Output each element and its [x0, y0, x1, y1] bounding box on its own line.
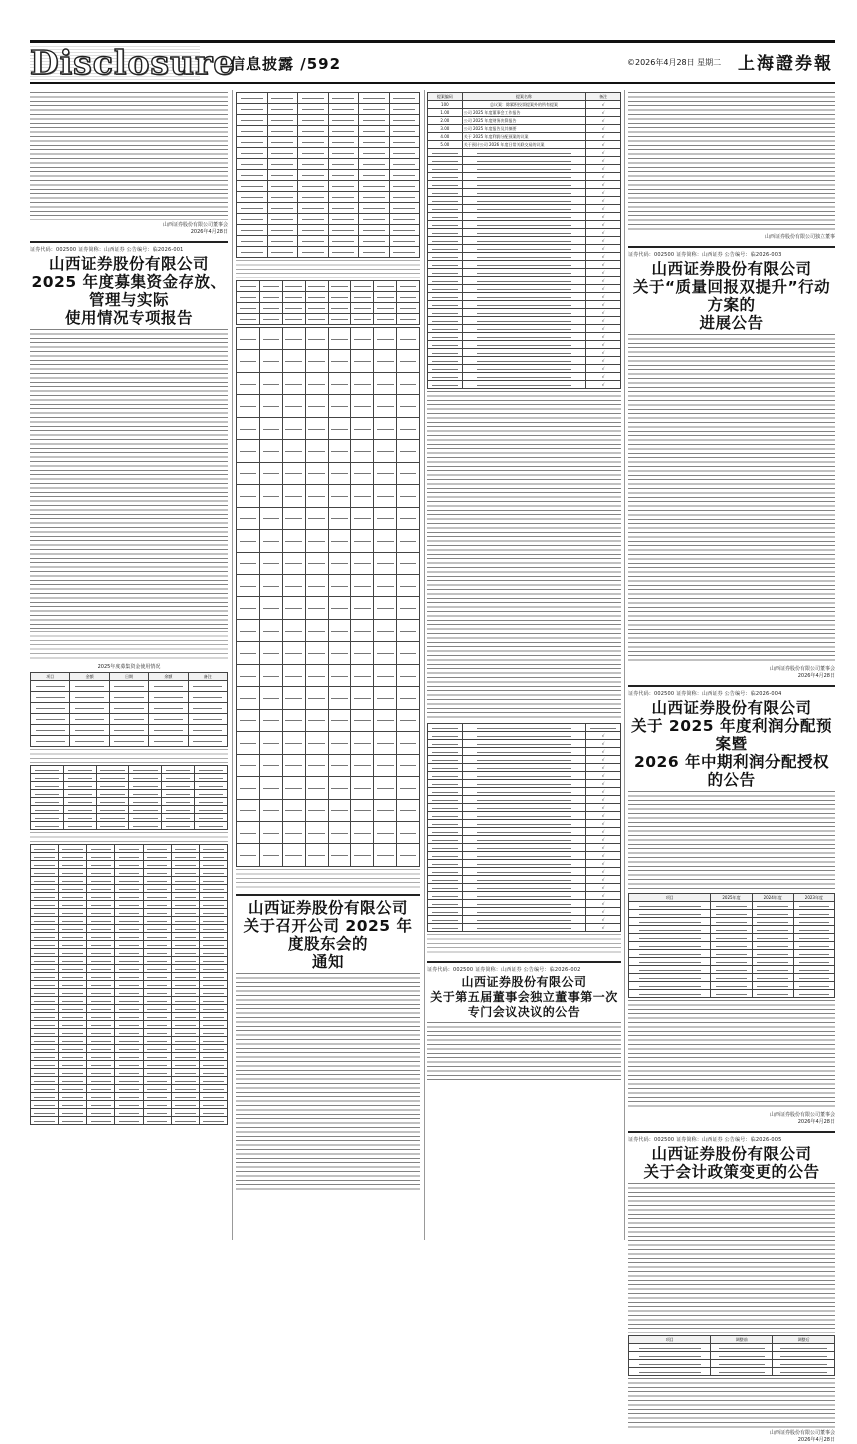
table-row: [31, 1061, 228, 1069]
table-row: √: [428, 892, 621, 900]
table-row: [31, 703, 228, 714]
table-row: [31, 861, 228, 869]
table-row: √: [428, 860, 621, 868]
table-row: [237, 395, 420, 417]
table-row: √: [428, 876, 621, 884]
body-text: [427, 1022, 621, 1082]
table-row: √: [428, 796, 621, 804]
table-row: [31, 681, 228, 692]
project-table: [30, 844, 228, 1125]
column-divider: [232, 90, 233, 1240]
body-text: [628, 1183, 835, 1333]
signature: 山西证券股份有限公司董事会 2026年4月28日: [769, 1112, 835, 1125]
table-row: √: [428, 764, 621, 772]
table-row: √: [428, 245, 621, 253]
table-row: [31, 725, 228, 736]
table-row: [629, 966, 835, 974]
table-row: [31, 869, 228, 877]
signature: 山西证券股份有限公司董事会 2026年4月28日: [162, 222, 228, 235]
table-row: [237, 507, 420, 529]
table-row: √: [428, 205, 621, 213]
table-row: [237, 485, 420, 507]
notice-headline: 山西证券股份有限公司 关于第五届董事会独立董事第一次 专门会议决议的公告: [430, 975, 618, 1019]
table-row: [31, 814, 228, 822]
body-text: [30, 749, 228, 763]
body-text: [30, 329, 228, 629]
notice-strap: 证券代码：002500 证券简称：山西证券 公告编号：临2026-002: [427, 967, 581, 973]
body-text: [30, 631, 228, 661]
table-row: [31, 949, 228, 957]
table-row: √: [428, 285, 621, 293]
proxy-proposal-table: [427, 92, 621, 389]
table-row: √: [428, 173, 621, 181]
table-row: [629, 1352, 835, 1360]
table-row: [237, 462, 420, 484]
notice-headline: 山西证券股份有限公司 关于会计政策变更的公告: [643, 1145, 820, 1181]
table-row: [31, 736, 228, 747]
table-row: [629, 902, 835, 910]
column-3: [427, 90, 621, 1240]
table-row: [237, 642, 420, 664]
table-row: [31, 917, 228, 925]
table-row: [31, 1029, 228, 1037]
table-row: [31, 1085, 228, 1093]
table-row: [237, 303, 420, 314]
table-row: [237, 844, 420, 867]
table-row: √: [428, 924, 621, 932]
column-4: [628, 90, 835, 1443]
table-row: √: [428, 780, 621, 788]
notice-separator: [236, 894, 420, 896]
table-row: [629, 926, 835, 934]
table-row: [31, 1109, 228, 1117]
table-row: 项目 金额 日期 余额 备注: [31, 673, 228, 681]
table-row: [237, 214, 420, 225]
table-row: [237, 292, 420, 303]
body-text: [236, 973, 420, 1193]
table-row: √: [428, 381, 621, 389]
table-row: 项目 2025年度 2024年度 2023年度: [629, 894, 835, 902]
body-text: [30, 832, 228, 842]
table-row: √: [428, 189, 621, 197]
table-row: 3.00 公司 2025 年度报告及其摘要 √: [428, 125, 621, 133]
table-row: [31, 1101, 228, 1109]
table-row: √: [428, 844, 621, 852]
notice-strap: 证券代码：002500 证券简称：山西证券 公告编号：临2026-004: [628, 691, 782, 697]
table-row: [629, 918, 835, 926]
table-row: √: [428, 365, 621, 373]
brand-logo: Disclosure: [30, 43, 236, 82]
table-row: [31, 822, 228, 830]
table-row: [237, 777, 420, 799]
table-row: [31, 766, 228, 774]
table-row: √: [428, 756, 621, 764]
table-row: 提案编码 提案名称 备注: [428, 93, 621, 101]
table-row: [629, 1368, 835, 1376]
table-row: √: [428, 836, 621, 844]
table-row: √: [428, 229, 621, 237]
table-row: [31, 1005, 228, 1013]
table-row: [629, 974, 835, 982]
table-row: √: [428, 325, 621, 333]
table-row: [31, 957, 228, 965]
table-row: √: [428, 740, 621, 748]
table-row: [629, 1360, 835, 1368]
table-row: [31, 1069, 228, 1077]
signature: 山西证券股份有限公司独立董事: [764, 234, 835, 240]
body-text: [236, 260, 420, 278]
notice-separator: [628, 685, 835, 687]
table-row: [237, 372, 420, 394]
table-row: √: [428, 788, 621, 796]
table-row: [31, 893, 228, 901]
notice-separator: [628, 246, 835, 248]
table-row: √: [428, 317, 621, 325]
table-row: √: [428, 181, 621, 189]
table-row: [237, 732, 420, 754]
table-row: [31, 790, 228, 798]
table-row: [31, 1053, 228, 1061]
table-row: 4.00 关于 2025 年度利润分配预案的议案 √: [428, 133, 621, 141]
table-row: √: [428, 868, 621, 876]
table-row: 2.00 公司 2025 年度财务决算报告 √: [428, 117, 621, 125]
fund-flow-table: [30, 672, 228, 747]
table-row: [31, 853, 228, 861]
table-row: √: [428, 309, 621, 317]
notice-separator: [628, 1131, 835, 1133]
table-row: [31, 1045, 228, 1053]
table-row: [629, 934, 835, 942]
table-row: [31, 782, 228, 790]
table-row: √: [428, 357, 621, 365]
table-row: [237, 350, 420, 372]
table-row: √: [428, 732, 621, 740]
notice-separator: [427, 961, 621, 963]
table-row: [237, 530, 420, 552]
table-row: [31, 901, 228, 909]
table-row: √: [428, 221, 621, 229]
table-row: [237, 104, 420, 115]
body-text: [427, 934, 621, 956]
table-row: √: [428, 341, 621, 349]
table-row: [237, 203, 420, 214]
table-row: [31, 973, 228, 981]
table-row: 100 总议案：除累积投票提案外的所有提案 √: [428, 101, 621, 109]
table-row: [237, 126, 420, 137]
notice-separator: [30, 241, 228, 243]
table-row: [237, 664, 420, 686]
table-row: [31, 877, 228, 885]
table-row: [237, 225, 420, 236]
table-row: √: [428, 213, 621, 221]
table-row: [237, 137, 420, 148]
table-row: [31, 714, 228, 725]
table-row: √: [428, 812, 621, 820]
masthead: [30, 40, 835, 84]
table-row: [31, 806, 228, 814]
table-row: [31, 933, 228, 941]
table-row: [237, 417, 420, 439]
table-row: [629, 1344, 835, 1352]
table-row: [237, 799, 420, 821]
table-row: √: [428, 916, 621, 924]
table-row: √: [428, 165, 621, 173]
table-row: [237, 115, 420, 126]
account-table: [30, 765, 228, 830]
table-row: [31, 1093, 228, 1101]
table-row: [31, 1077, 228, 1085]
column-divider: [424, 90, 425, 1240]
table-row: [629, 958, 835, 966]
table-row: √: [428, 852, 621, 860]
table-row: [31, 965, 228, 973]
fund-account-table: [236, 92, 420, 258]
proxy-form-table: [427, 723, 621, 932]
table-row: √: [428, 261, 621, 269]
table-row: [237, 440, 420, 462]
table-row: [237, 687, 420, 709]
profit-table: [628, 893, 835, 998]
table-row: √: [428, 237, 621, 245]
body-text: [628, 1378, 835, 1428]
accounting-change-table: [628, 1335, 835, 1376]
table-row: [237, 552, 420, 574]
notice-headline: 山西证券股份有限公司 关于 2025 年度利润分配预案暨 2026 年中期利润分配授权的公告: [631, 699, 832, 789]
table-row: [237, 597, 420, 619]
table-row: [629, 910, 835, 918]
table-row: [31, 798, 228, 806]
table-row: [31, 1021, 228, 1029]
table-row: [31, 989, 228, 997]
table-row: [237, 236, 420, 247]
table-row: [237, 281, 420, 292]
table-row: √: [428, 197, 621, 205]
column-2: [236, 90, 420, 1240]
paper-name: 上海證券報: [738, 54, 833, 74]
table-row: [31, 845, 228, 853]
table-row: [31, 997, 228, 1005]
table-row: [237, 328, 420, 350]
table-row: [31, 1037, 228, 1045]
section-title: 信息披露 /592: [230, 55, 342, 73]
usage-comparison-table: [236, 280, 420, 325]
table-row: √: [428, 253, 621, 261]
table-row: √: [428, 269, 621, 277]
table-row: 5.00 关于预计公司 2026 年度日常关联交易的议案 √: [428, 141, 621, 149]
table-row: [237, 574, 420, 596]
column-1: [30, 90, 228, 1240]
table-row: √: [428, 157, 621, 165]
body-text: [30, 92, 228, 220]
table-row: [31, 1013, 228, 1021]
table-row: √: [428, 149, 621, 157]
table-row: [629, 942, 835, 950]
table-row: √: [428, 900, 621, 908]
body-text: [628, 791, 835, 891]
table-row: √: [428, 884, 621, 892]
table-row: [428, 724, 621, 732]
table-row: √: [428, 748, 621, 756]
table-row: √: [428, 349, 621, 357]
project-investment-table: [236, 327, 420, 867]
body-text: [236, 869, 420, 889]
signature: 山西证券股份有限公司董事会 2026年4月28日: [769, 1430, 835, 1443]
table-row: √: [428, 804, 621, 812]
table-row: [31, 981, 228, 989]
table-row: [237, 148, 420, 159]
table-row: [31, 925, 228, 933]
table-row: 项目 调整前 调整后: [629, 1336, 835, 1344]
notice-headline: 山西证券股份有限公司 关于“质量回报双提升”行动方案的 进展公告: [632, 260, 831, 332]
table-row: √: [428, 828, 621, 836]
table-row: [629, 950, 835, 958]
table-row: [237, 821, 420, 843]
table-row: [237, 247, 420, 258]
table-row: [31, 909, 228, 917]
table-row: [237, 709, 420, 731]
table-row: √: [428, 820, 621, 828]
table-row: [237, 159, 420, 170]
table-row: [31, 941, 228, 949]
table-row: [237, 181, 420, 192]
notice-strap: 证券代码：002500 证券简称：山西证券 公告编号：临2026-005: [628, 1137, 782, 1143]
table-row: [237, 192, 420, 203]
table-row: [237, 314, 420, 325]
table-row: [31, 1117, 228, 1125]
table-row: 1.00 公司 2025 年度董事会工作报告 √: [428, 109, 621, 117]
table-row: √: [428, 293, 621, 301]
table-row: [629, 982, 835, 990]
table-row: √: [428, 908, 621, 916]
notice-headline: 山西证券股份有限公司 2025 年度募集资金存放、管理与实际 使用情况专项报告: [31, 255, 227, 327]
table-row: √: [428, 373, 621, 381]
table-caption: 2025年度募集资金使用情况: [97, 664, 161, 670]
table-row: [237, 754, 420, 776]
body-text: [628, 334, 835, 664]
issue-date: ©2026年4月28日 星期二: [627, 58, 722, 67]
table-row: [629, 990, 835, 998]
table-row: √: [428, 301, 621, 309]
table-row: [237, 619, 420, 641]
table-row: √: [428, 772, 621, 780]
table-row: [237, 93, 420, 104]
table-row: [31, 774, 228, 782]
body-text: [427, 391, 621, 721]
table-row: [237, 170, 420, 181]
table-row: √: [428, 333, 621, 341]
body-text: [628, 92, 835, 232]
table-row: [31, 885, 228, 893]
table-row: [31, 692, 228, 703]
notice-strap: 证券代码：002500 证券简称：山西证券 公告编号：临2026-001: [30, 247, 184, 253]
column-divider: [624, 90, 625, 1240]
notice-strap: 证券代码：002500 证券简称：山西证券 公告编号：临2026-003: [628, 252, 782, 258]
notice-headline: 山西证券股份有限公司 关于召开公司 2025 年度股东会的 通知: [243, 899, 413, 971]
signature: 山西证券股份有限公司董事会 2026年4月28日: [769, 666, 835, 679]
body-text: [628, 1000, 835, 1110]
table-row: √: [428, 277, 621, 285]
